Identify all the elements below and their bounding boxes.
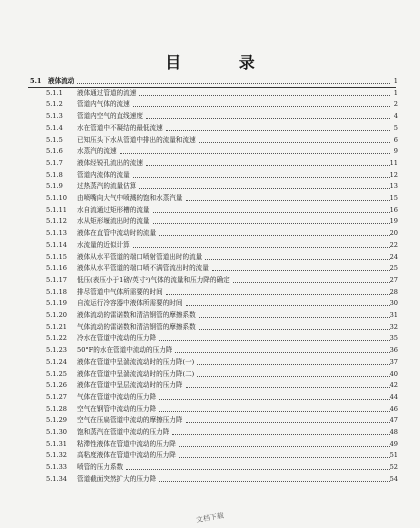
toc-dot-leader bbox=[179, 457, 390, 458]
toc-entry-number: 5.1.33 bbox=[46, 463, 67, 472]
toc-entry-number: 5.1.2 bbox=[46, 100, 63, 109]
toc-dot-leader bbox=[146, 165, 390, 166]
toc-entry-title: 已知压头下水从管道中排出的流量和流速 bbox=[77, 135, 196, 144]
toc-entry[interactable] bbox=[0, 333, 420, 344]
toc-entry[interactable] bbox=[0, 123, 420, 134]
toc-dot-leader bbox=[146, 118, 390, 119]
toc-entry[interactable] bbox=[0, 450, 420, 461]
toc-entry-number: 5.1.11 bbox=[46, 205, 67, 214]
toc-entry[interactable] bbox=[0, 135, 420, 146]
toc-entry-title: 空气在钢管中流动的压力降 bbox=[77, 404, 157, 413]
toc-entry-title: 液体在管道中呈层流流动时的压力降 bbox=[77, 381, 183, 390]
toc-entry-page: 32 bbox=[389, 322, 398, 331]
toc-entry-title: 液体流动 bbox=[48, 77, 75, 85]
toc-entry-number: 5.1.28 bbox=[46, 404, 67, 413]
toc-dot-leader bbox=[159, 340, 390, 341]
page-title: 目 录 bbox=[165, 53, 281, 72]
toc-entry[interactable] bbox=[0, 228, 420, 239]
toc-dot-leader bbox=[159, 399, 390, 400]
toc-entry[interactable] bbox=[0, 392, 420, 403]
toc-entry-title: 液体通过管道的流速 bbox=[77, 88, 137, 97]
toc-entry-number: 5.1.6 bbox=[46, 147, 63, 156]
toc-dot-leader bbox=[120, 153, 390, 154]
toc-entry-page: 48 bbox=[389, 428, 398, 436]
toc-entry-page: 5 bbox=[393, 123, 398, 132]
toc-entry-number: 5.1.12 bbox=[46, 217, 67, 226]
toc-entry-title: 冷水在管道中流动的压力降 bbox=[77, 334, 157, 343]
toc-entry-number: 5.1.25 bbox=[46, 369, 67, 378]
toc-entry-number: 5.1.15 bbox=[46, 252, 67, 261]
toc-entry-page: 11 bbox=[389, 158, 398, 167]
toc-dot-leader bbox=[186, 305, 390, 306]
toc-entry[interactable] bbox=[0, 88, 420, 99]
toc-entry[interactable] bbox=[0, 99, 420, 110]
toc-entry-page: 1 bbox=[393, 88, 398, 97]
toc-dot-leader bbox=[186, 387, 390, 388]
toc-entry-number: 5.1.14 bbox=[46, 240, 67, 249]
toc-entry-page: 52 bbox=[389, 463, 398, 472]
toc-entry[interactable] bbox=[0, 298, 420, 309]
toc-entry-number: 5.1.18 bbox=[46, 287, 67, 296]
toc-dot-leader bbox=[166, 130, 390, 131]
toc-entry-title: 粘滞性液体在管道中流动的压力降 bbox=[77, 439, 176, 448]
toc-entry-number: 5.1.13 bbox=[46, 229, 67, 238]
toc-entry-page: 6 bbox=[393, 135, 398, 144]
toc-entry-page: 28 bbox=[389, 287, 398, 296]
toc-dot-leader bbox=[133, 106, 390, 107]
toc-entry-page: 37 bbox=[389, 357, 398, 366]
toc-entry-number: 5.1.32 bbox=[46, 451, 67, 460]
toc-entry-page: 35 bbox=[389, 334, 398, 343]
toc-entry-page: 36 bbox=[389, 346, 398, 355]
toc-entry-title: 空气在压扁管道中流动的摩擦压力降 bbox=[77, 416, 183, 425]
toc-entry-title: 低压(表压小于1磅/英寸²)气体的流量和压力降的确定 bbox=[77, 275, 230, 284]
toc-entry-title: 液体在管道中呈湍流流动时的压力降(一) bbox=[77, 357, 195, 366]
toc-entry[interactable] bbox=[0, 439, 420, 450]
toc-entry-number: 5.1.23 bbox=[46, 346, 67, 355]
toc-dot-leader bbox=[197, 376, 390, 377]
toc-entry[interactable] bbox=[0, 170, 420, 181]
toc-entry-title: 由喷嘴向大气中喷溅的饱和水蒸汽量 bbox=[77, 194, 183, 202]
handwritten-stamp: 文档下载 bbox=[195, 511, 225, 525]
toc-entry-title: 管道内流体的流量 bbox=[77, 170, 130, 179]
toc-dot-leader bbox=[159, 481, 390, 482]
toc-dot-leader bbox=[199, 142, 390, 143]
toc-entry[interactable] bbox=[0, 322, 420, 333]
toc-entry-page: 30 bbox=[389, 299, 398, 308]
toc-entry-page: 24 bbox=[389, 252, 398, 261]
toc-entry[interactable] bbox=[0, 146, 420, 157]
toc-dot-leader bbox=[153, 223, 390, 224]
toc-entry-title: 液体从水平管道的端口喷射管道出时的流量 bbox=[77, 252, 203, 261]
toc-entry-number: 5.1.7 bbox=[46, 158, 63, 167]
toc-entry[interactable] bbox=[0, 415, 420, 426]
toc-entry-number: 5.1.5 bbox=[46, 135, 63, 144]
toc-entry-page: 16 bbox=[389, 205, 398, 214]
toc-dot-leader bbox=[133, 247, 390, 248]
toc-dot-leader bbox=[199, 317, 390, 318]
toc-entry-number: 5.1.20 bbox=[46, 311, 67, 319]
toc-entry[interactable] bbox=[0, 345, 420, 356]
toc-entry-number: 5.1.10 bbox=[46, 194, 67, 202]
toc-entry-title: 高粘度液体在管道中流动的压力降 bbox=[77, 451, 176, 460]
toc-dot-leader bbox=[126, 469, 390, 470]
toc-entry-title: 气体流动的雷诺数和清洁钢管的摩擦系数 bbox=[77, 322, 196, 331]
toc-entry-page: 54 bbox=[389, 474, 398, 483]
toc-entry-page: 27 bbox=[389, 275, 398, 284]
toc-entry-page: 4 bbox=[393, 112, 398, 121]
toc-entry-title: 管道内空气的直线速度 bbox=[77, 112, 143, 121]
toc-dot-leader bbox=[159, 411, 390, 412]
toc-entry-number: 5.1.22 bbox=[46, 334, 67, 343]
toc-entry-title: 水流量的近似计算 bbox=[77, 240, 130, 249]
toc-entry-title: 水从矩形堰流出时的流量 bbox=[77, 217, 150, 226]
toc-entry-title: 饱和蒸汽在管道中流动的压力降 bbox=[77, 428, 170, 436]
toc-dot-leader bbox=[186, 422, 390, 423]
toc-entry-number: 5.1.8 bbox=[46, 170, 63, 179]
toc-entry[interactable] bbox=[0, 427, 420, 438]
toc-entry-title: 50°F的水在管道中流动的压力降 bbox=[77, 346, 173, 355]
toc-entry[interactable] bbox=[0, 380, 420, 391]
toc-entry-page: 20 bbox=[389, 229, 398, 238]
toc-entry-page: 12 bbox=[389, 170, 398, 179]
toc-entry-title: 排尽管道中气体所需要的时间 bbox=[77, 287, 163, 296]
toc-entry[interactable] bbox=[0, 369, 420, 380]
toc-entry-number: 5.1.24 bbox=[46, 357, 67, 366]
toc-dot-leader bbox=[133, 177, 390, 178]
toc-entry-number: 5.1.1 bbox=[46, 88, 63, 97]
toc-entry-number: 5.1.16 bbox=[46, 264, 67, 273]
toc-entry-number: 5.1.26 bbox=[46, 381, 67, 390]
toc-entry-page: 42 bbox=[389, 381, 398, 390]
toc-entry-page: 1 bbox=[393, 77, 398, 85]
toc-entry-title: 喷管的压力系数 bbox=[77, 463, 124, 472]
toc-entry-page: 13 bbox=[389, 182, 398, 191]
toc-entry[interactable] bbox=[0, 357, 420, 368]
toc-entry-title: 水自流通过矩形槽的流量 bbox=[77, 205, 150, 214]
toc-dot-leader bbox=[139, 95, 390, 96]
toc-entry-number: 5.1.3 bbox=[46, 112, 63, 121]
toc-entry-page: 40 bbox=[389, 369, 398, 378]
toc-entry[interactable] bbox=[0, 310, 420, 321]
toc-entry-number: 5.1.29 bbox=[46, 416, 67, 425]
toc-entry-page: 22 bbox=[389, 240, 398, 249]
toc-entry-title: 气体在管道中流动的压力降 bbox=[77, 392, 157, 401]
toc-entry[interactable] bbox=[0, 193, 420, 204]
toc-entry-title: 水蒸汽的流速 bbox=[77, 147, 117, 156]
toc-dot-leader bbox=[172, 434, 390, 435]
toc-dot-leader bbox=[175, 352, 390, 353]
toc-dot-leader bbox=[153, 212, 390, 213]
toc-section-heading[interactable] bbox=[0, 76, 420, 87]
toc-entry[interactable] bbox=[0, 111, 420, 122]
toc-dot-leader bbox=[77, 83, 390, 84]
toc-dot-leader bbox=[197, 364, 390, 365]
toc-dot-leader bbox=[205, 259, 390, 260]
toc-entry-page: 47 bbox=[389, 416, 398, 425]
toc-dot-leader bbox=[186, 200, 390, 201]
toc-entry[interactable] bbox=[0, 263, 420, 274]
toc-entry-number: 5.1.31 bbox=[46, 439, 67, 448]
toc-dot-leader bbox=[233, 282, 390, 283]
toc-entry-title: 液体从水平管道的端口喷不满管流出时的流量 bbox=[77, 264, 209, 273]
toc-entry-number: 5.1.4 bbox=[46, 123, 63, 132]
toc-entry-page: 19 bbox=[389, 217, 398, 226]
toc-entry[interactable] bbox=[0, 181, 420, 192]
toc-entry-title: 自流运行冷容器中液体所需要的时间 bbox=[77, 299, 183, 308]
toc-entry-title: 过热蒸汽的流量估算 bbox=[77, 182, 137, 191]
toc-entry[interactable] bbox=[0, 240, 420, 251]
toc-dot-leader bbox=[179, 446, 390, 447]
toc-entry-title: 液体流动的雷诺数和清洁钢管的摩擦系数 bbox=[77, 311, 196, 319]
toc-entry[interactable] bbox=[0, 474, 420, 485]
toc-entry-page: 44 bbox=[389, 392, 398, 401]
toc-entry-page: 51 bbox=[389, 451, 398, 460]
toc-dot-leader bbox=[212, 270, 390, 271]
toc-entry[interactable] bbox=[0, 462, 420, 473]
toc-entry[interactable] bbox=[0, 404, 420, 415]
toc-entry-number: 5.1.34 bbox=[46, 474, 67, 483]
toc-entry[interactable] bbox=[0, 287, 420, 298]
toc-entry-number: 5.1.9 bbox=[46, 182, 63, 191]
toc-entry-page: 31 bbox=[389, 311, 398, 319]
toc-entry[interactable] bbox=[0, 275, 420, 286]
toc-entry-number: 5.1.19 bbox=[46, 299, 67, 308]
toc-entry-title: 管道内气体的流速 bbox=[77, 100, 130, 109]
toc-entry[interactable] bbox=[0, 252, 420, 263]
toc-dot-leader bbox=[159, 235, 390, 236]
toc-entry-page: 46 bbox=[389, 404, 398, 413]
toc-entry-title: 管道截面突然扩大的压力降 bbox=[77, 474, 157, 483]
toc-entry-number: 5.1.27 bbox=[46, 392, 67, 401]
toc-entry-page: 9 bbox=[393, 147, 398, 156]
toc-entry-page: 2 bbox=[393, 100, 398, 109]
toc-entry[interactable] bbox=[0, 205, 420, 216]
toc-entry-title: 液体在直管中流动时的流量 bbox=[77, 229, 157, 238]
toc-entry-page: 15 bbox=[389, 194, 398, 202]
toc-entry[interactable] bbox=[0, 216, 420, 227]
toc-entry-title: 液体在管道中呈湍流流动时的压力降(二) bbox=[77, 369, 195, 378]
toc-entry-number: 5.1.21 bbox=[46, 322, 67, 331]
toc-entry-title: 液体经锐孔流出的流速 bbox=[77, 158, 143, 167]
toc-entry-page: 49 bbox=[389, 439, 398, 448]
toc-entry-number: 5.1 bbox=[30, 77, 42, 85]
toc-entry-page: 25 bbox=[389, 264, 398, 273]
toc-entry[interactable] bbox=[0, 158, 420, 169]
toc-dot-leader bbox=[139, 188, 390, 189]
toc-dot-leader bbox=[199, 329, 390, 330]
toc-entry-number: 5.1.30 bbox=[46, 428, 67, 436]
toc-entry-title: 水在管道中不凝结的最低流速 bbox=[77, 123, 163, 132]
toc-dot-leader bbox=[166, 294, 390, 295]
toc-entry-number: 5.1.17 bbox=[46, 275, 67, 284]
